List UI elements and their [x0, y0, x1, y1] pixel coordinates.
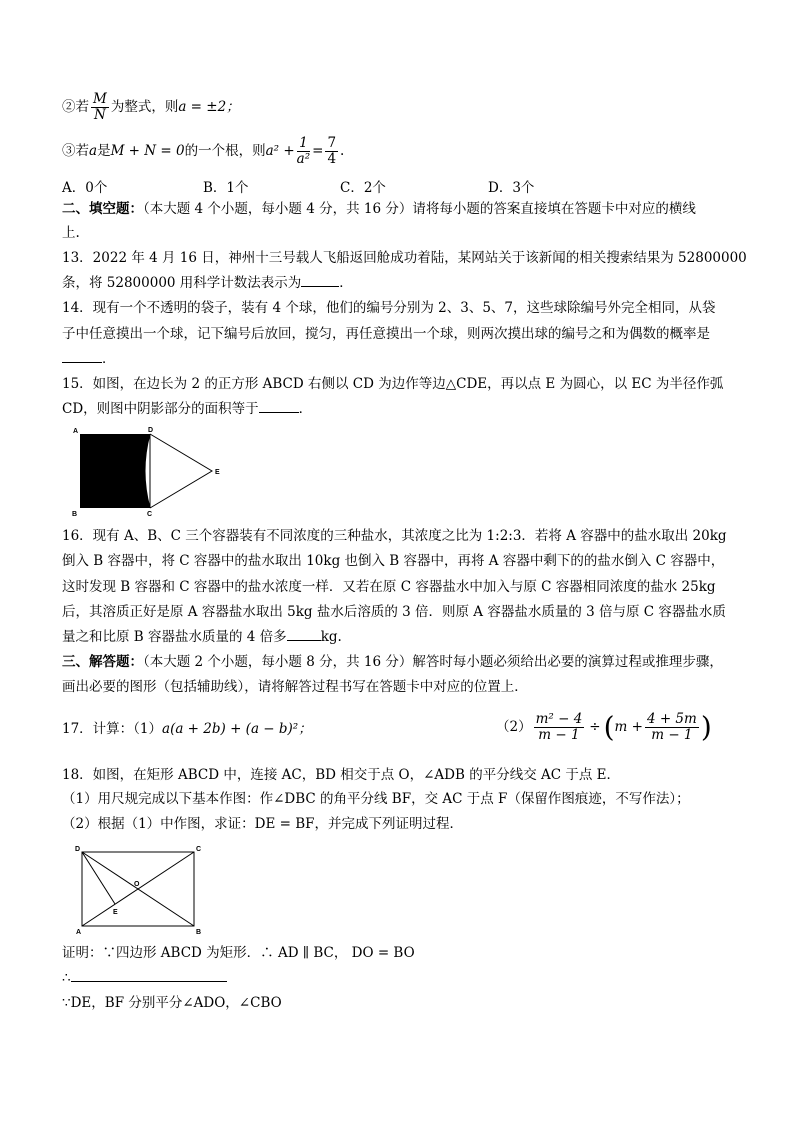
q16-line2: 倒入 B 容器中，将 C 容器中的盐水取出 10kg 也倒入 B 容器中，再将 A 容器中剩下的的盐水倒入 C 容器中， — [62, 553, 725, 569]
q12-item2: ②若 $\frac{M}{N}$ 为整式，则a = ±2； — [62, 91, 240, 123]
q15-label-a: A — [73, 428, 79, 435]
q15-label-d: D — [148, 427, 154, 434]
q15-answer-blank[interactable] — [259, 412, 299, 413]
q18-label-a: A — [76, 929, 82, 934]
q13-line2: 条，将 52800000 用科学计数法表示为 ． — [62, 275, 353, 291]
q14-line3: ． — [62, 349, 116, 369]
q17-fraction-1: $\frac{\text{m² − 4}}{m - 1}$ — [535, 711, 583, 743]
q18-line1: 18．如图，在矩形 ABCD 中，连接 AC，BD 相交于点 O，∠ADB 的平分线交 AC 于点 E． — [62, 767, 621, 783]
section2-header-cont: 上. — [62, 225, 80, 241]
q15-label-b: B — [72, 511, 78, 516]
q15-triangle — [150, 434, 212, 508]
q14-answer-blank[interactable] — [62, 362, 102, 363]
q14-line2: 子中任意摸出一个球，记下编号后放回，搅匀，再任意摸出一个球，则两次摸出球的编号之和为偶数的概率是 — [62, 326, 710, 342]
q15-shaded-region — [80, 434, 150, 508]
q15-line2: CD，则图中阴影部分的面积等于 ． — [62, 401, 313, 417]
q18-proof-line3: ∵DE，BF 分别平分∠ADO，∠CBO — [62, 995, 282, 1011]
q16-answer-blank[interactable] — [287, 640, 321, 641]
q12-option-a: A．0个 — [62, 180, 108, 196]
section3-header-cont: 画出必要的图形（包括辅助线），请将解答过程书写在答题卡中对应的位置上． — [62, 679, 528, 695]
q15-line1: 15．如图，在边长为 2 的正方形 ABCD 右侧以 CD 为边作等边△CDE，再以点 E 为圆心，以 EC 为半径作弧 — [62, 376, 724, 392]
q15-label-c: C — [147, 511, 153, 516]
q15-label-e: E — [215, 469, 220, 476]
fraction-one-over-a2: $\frac{1}{\text{a²}}$ — [296, 135, 311, 167]
q18-label-c: C — [196, 846, 202, 853]
q18-proof-blank[interactable] — [71, 981, 227, 982]
q12-option-d: D．3个 — [488, 180, 535, 196]
q18-proof-line2: ∴ — [62, 968, 227, 988]
q18-label-d: D — [75, 846, 81, 853]
q18-label-o: O — [134, 881, 140, 888]
section3-header: 三、解答题：（本大题 2 个小题，每小题 8 分，共 16 分）解答时每小题必须给出必要的演算过程或推理步骤， — [62, 654, 723, 670]
q13-answer-blank[interactable] — [301, 286, 339, 287]
q12-option-b: B．1个 — [203, 180, 249, 196]
q17-fraction-2: $\frac{4 + 5m}{m - 1}$ — [646, 711, 697, 743]
q18-label-b: B — [196, 929, 202, 934]
q18-figure — [70, 842, 210, 934]
q12-option-c: C．2个 — [340, 180, 386, 196]
q17-part2: （2） $\frac{\text{m² − 4}}{m - 1}$ ÷ (m + $\frac{4 + 5m}{m - 1}$ ) — [496, 710, 712, 744]
q15-figure — [68, 426, 228, 516]
q16-line1: 16．现有 A、B、C 三个容器装有不同浓度的三种盐水，其浓度之比为 1:2:3．若将 A 容器中的盐水取出 20kg — [62, 528, 727, 544]
q18-bisector-de — [82, 852, 115, 904]
q16-line5: 量之和比原 B 容器盐水质量的 4 倍多 kg. — [62, 629, 342, 645]
q18-proof-line1: 证明：∵四边形 ABCD 为矩形．∴ AD ∥ BC， DO = BO — [62, 945, 415, 961]
q13-line1: 13．2022 年 4 月 16 日，神州十三号载人飞船返回舱成功着陆，某网站关于该新闻的相关搜索结果为 52800000 — [62, 250, 747, 266]
fraction-m-over-n: $\frac{M}{N}$ — [93, 91, 107, 123]
q14-line1: 14．现有一个不透明的袋子，装有 4 个球，他们的编号分别为 2、3、5、7，这些球除编号外完全相同，从袋 — [62, 300, 716, 316]
q12-item3: ③若a是M + N = 0的一个根，则a² + $\frac{1}{\text{a²}}$ = $\frac{7}{4}$ . — [62, 135, 345, 167]
section2-header: 二、填空题：（本大题 4 个小题，每小题 4 分，共 16 分）请将每小题的答案直接填在答题卡中对应的横线 — [62, 201, 696, 217]
fraction-seven-fourths: $\frac{7}{4}$ — [327, 135, 337, 167]
q17-part1: 17．计算：（1）a(a + 2b) + (a − b)²； — [62, 721, 312, 737]
q18-line2: （1）用尺规完成以下基本作图：作∠DBC 的角平分线 BF，交 AC 于点 F（保留作图痕迹，不写作法）； — [62, 791, 690, 807]
q16-line3: 这时发现 B 容器和 C 容器中的盐水浓度一样．又若在原 C 容器盐水中加入与原 C 容器相同浓度的盐水 25kg — [62, 579, 716, 595]
q18-label-e: E — [113, 909, 118, 916]
q16-line4: 后，其溶质正好是原 A 容器盐水取出 5kg 盐水后溶质的 3 倍．则原 A 容器盐水质量的 3 倍与原 C 容器盐水质 — [62, 604, 726, 620]
q18-line3: （2）根据（1）中作图，求证：DE = BF，并完成下列证明过程． — [62, 816, 464, 832]
